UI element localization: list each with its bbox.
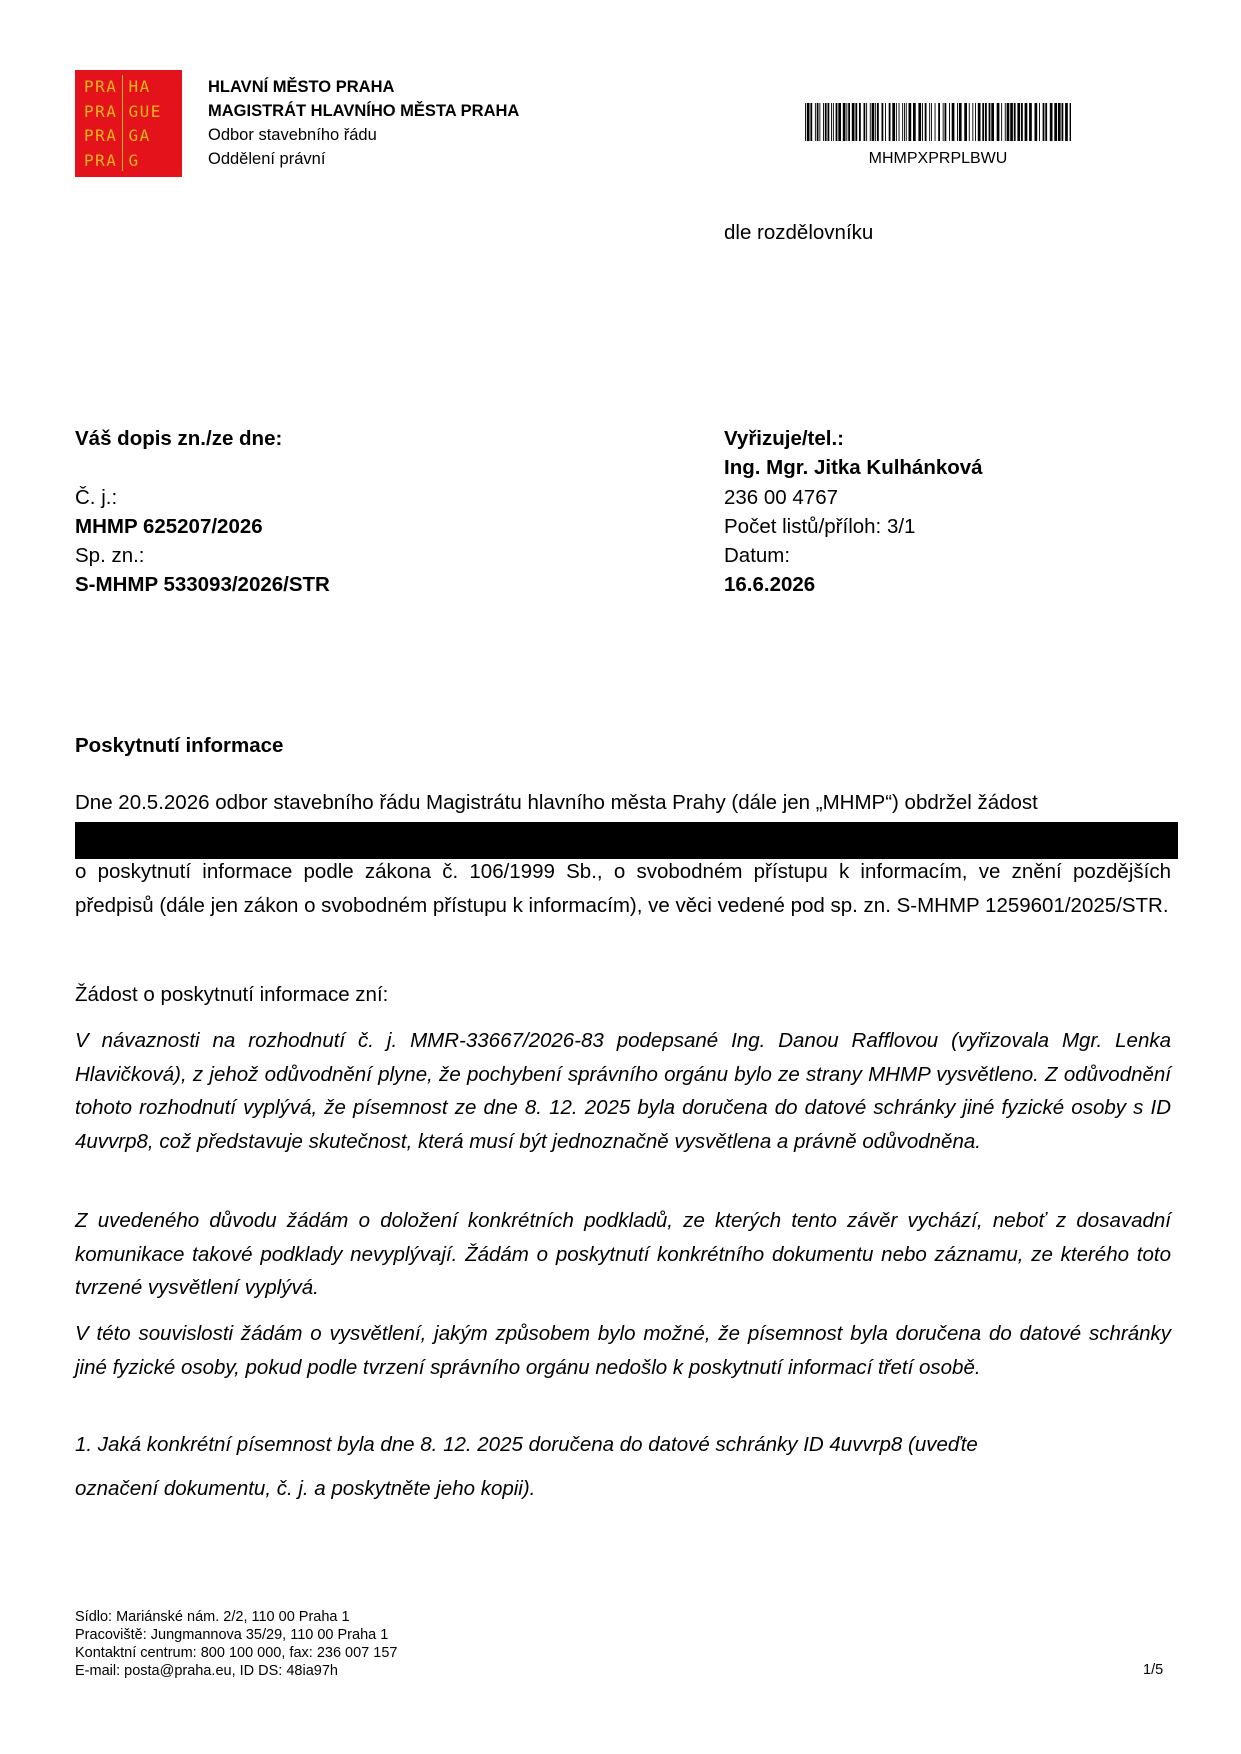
barcode-bar	[846, 103, 847, 141]
question-1-line-1: 1. Jaká konkrétní písemnost byla dne 8. 12. 2025 doručena do datové schránky ID 4uvvrp8 (uveďte	[75, 1433, 978, 1456]
barcode-bar	[855, 103, 857, 141]
intro-line: Dne 20.5.2026 odbor stavebního řádu Magistrátu hlavního města Prahy (dále jen „MHMP“) obdržel žádost	[75, 791, 1038, 814]
barcode-bar	[964, 103, 967, 141]
praha-logo	[75, 70, 182, 177]
barcode-bar	[864, 103, 866, 141]
barcode-bar	[836, 103, 838, 141]
barcode-bar	[1025, 103, 1028, 141]
barcode-bar	[957, 103, 958, 141]
barcode-bar	[1017, 103, 1020, 141]
request-paragraph-3: V této souvislosti žádám o vysvětlení, jakým způsobem bylo možné, že písemnost byla doručena do datové schránky jiné fyzické osoby, pokud podle tvrzení správního orgánu nedošlo k poskytnutí informací třetí osobě.	[75, 1322, 1171, 1379]
reference-number: MHMP 625207/2026	[75, 515, 263, 538]
page-number: 1/5	[1143, 1662, 1164, 1678]
barcode-bar	[959, 103, 962, 141]
file-number-label: Sp. zn.:	[75, 544, 145, 567]
barcode-bar	[899, 103, 900, 141]
header-section: Oddělení právní	[208, 150, 326, 168]
barcode-bar	[985, 103, 987, 141]
barcode-bar	[877, 103, 879, 141]
barcode-bar	[978, 103, 981, 141]
reference-number-label: Č. j.:	[75, 486, 118, 509]
barcode-bar	[913, 103, 916, 141]
footer-seat: Sídlo: Mariánské nám. 2/2, 110 00 Praha 1	[75, 1609, 350, 1625]
request-label: Žádost o poskytnutí informace zní:	[75, 983, 389, 1006]
sheets-count: Počet listů/příloh: 3/1	[724, 515, 916, 538]
barcode-bar	[1035, 103, 1038, 141]
barcode-bar	[906, 103, 907, 141]
barcode-bar	[825, 103, 827, 141]
barcode-bar	[815, 103, 816, 141]
barcode-bar	[848, 103, 850, 141]
barcode-code: MHMPXPRPLBWU	[868, 150, 1008, 167]
letter-reference-label: Váš dopis zn./ze dne:	[75, 427, 283, 450]
barcode-bar	[1070, 103, 1071, 141]
recipient: dle rozdělovníku	[724, 221, 874, 244]
barcode-bar	[902, 103, 903, 141]
handler-phone: 236 00 4767	[724, 486, 839, 509]
barcode-bar	[1014, 103, 1016, 141]
barcode-bar	[1054, 103, 1057, 141]
barcode-bar	[991, 103, 994, 141]
handler-name: Ing. Mgr. Jitka Kulhánková	[724, 456, 983, 479]
logo-row: PRA HA	[84, 77, 151, 96]
barcode-bar	[843, 103, 846, 141]
barcode-bar	[872, 103, 875, 141]
barcode-bar	[807, 103, 810, 141]
barcode-bar	[1039, 103, 1040, 141]
barcode-bar	[904, 103, 905, 141]
barcode-bar	[817, 103, 819, 141]
header-magistrate: MAGISTRÁT HLAVNÍHO MĚSTA PRAHA	[208, 102, 520, 120]
subject-heading: Poskytnutí informace	[75, 734, 284, 757]
handler-label: Vyřizuje/tel.:	[724, 427, 844, 450]
barcode-bar	[922, 103, 923, 141]
barcode-bar	[1045, 103, 1047, 141]
barcode-bar	[938, 103, 940, 141]
barcode-bar	[931, 103, 932, 141]
footer-office: Pracoviště: Jungmannova 35/29, 110 00 Praha 1	[75, 1627, 389, 1643]
barcode-bar	[810, 103, 812, 141]
barcode-bar	[828, 103, 830, 141]
barcode-bar	[969, 103, 970, 141]
barcode-bar	[885, 103, 886, 141]
barcode-bar	[1043, 103, 1045, 141]
file-number: S-MHMP 533093/2026/STR	[75, 573, 330, 596]
barcode-bar	[952, 103, 955, 141]
barcode-bar	[889, 103, 891, 141]
barcode-bar	[925, 103, 927, 141]
barcode-bar	[1029, 103, 1032, 141]
date-label: Datum:	[724, 544, 791, 567]
barcode-bar	[918, 103, 921, 141]
question-1-line-2: označení dokumentu, č. j. a poskytněte jeho kopii).	[75, 1477, 536, 1500]
barcode-bar	[975, 103, 976, 141]
barcode-bar	[1005, 103, 1006, 141]
barcode-bar	[1001, 103, 1002, 141]
barcode-bar	[1058, 103, 1061, 141]
logo-row: PRA GUE	[84, 102, 162, 121]
footer-email: E-mail: posta@praha.eu, ID DS: 48ia97h	[75, 1663, 338, 1679]
barcode-bar	[805, 103, 806, 141]
barcode-bar	[819, 103, 820, 141]
header-city: HLAVNÍ MĚSTO PRAHA	[208, 78, 395, 96]
barcode-bar	[972, 103, 973, 141]
barcode-bar	[943, 103, 944, 141]
barcode-bar	[870, 103, 871, 141]
barcode	[805, 103, 1071, 141]
barcode-bar	[1010, 103, 1013, 141]
barcode-bar	[929, 103, 930, 141]
barcode-bar	[1050, 103, 1053, 141]
header-department: Odbor stavebního řádu	[208, 126, 377, 144]
redaction-bar	[75, 822, 1178, 859]
barcode-bar	[859, 103, 861, 141]
barcode-bar	[838, 103, 841, 141]
logo-row: PRA GA	[84, 126, 151, 145]
date-value: 16.6.2026	[724, 573, 816, 596]
barcode-bar	[1007, 103, 1010, 141]
barcode-bar	[831, 103, 832, 141]
barcode-bar	[909, 103, 912, 141]
logo-row: PRA G	[84, 151, 140, 170]
barcode-bar	[896, 103, 897, 141]
barcode-bar	[1065, 103, 1068, 141]
footer-contact: Kontaktní centrum: 800 100 000, fax: 236 007 157	[75, 1645, 398, 1661]
barcode-bar	[997, 103, 1000, 141]
request-paragraph-1: V návaznosti na rozhodnutí č. j. MMR-33667/2026-83 podepsané Ing. Danou Rafflovou (vyřizovala Mgr. Lenka Hlavičková), z jehož odůvodnění plyne, že pochybení správního orgánu bylo ze strany MHMP vysvětleno. Z odůvodnění tohoto rozhodnutí vyplývá, že písemnost ze dne 8. 12. 2025 byla doručena do datové schránky jiné fyzické osoby s ID 4uvvrp8, což představuje skutečnost, která musí být jednoznačně vysvětlena a právně odůvodněna.	[75, 1029, 1171, 1153]
barcode-bar	[1062, 103, 1064, 141]
barcode-bar	[935, 103, 936, 141]
barcode-bar	[833, 103, 834, 141]
barcode-bar	[1021, 103, 1023, 141]
barcode-bar	[982, 103, 984, 141]
request-paragraph-2: Z uvedeného důvodu žádám o doložení konkrétních podkladů, ze kterých tento závěr vychází, neboť z dosavadní komunikace takové podklady nevyplývají. Žádám o poskytnutí konkrétního dokumentu nebo záznamu, ze kterého toto tvrzené vysvětlení vyplývá.	[75, 1209, 1171, 1299]
intro-paragraph: o poskytnutí informace podle zákona č. 106/1999 Sb., o svobodném přístupu k informacím, ve znění pozdějších předpisů (dále jen zákon o svobodném přístupu k informacím), ve věci vedené pod sp. zn. S-MHMP 1259601/2025/STR.	[75, 860, 1171, 917]
barcode-bar	[945, 103, 947, 141]
barcode-bar	[949, 103, 950, 141]
barcode-bar	[892, 103, 895, 141]
barcode-bar	[989, 103, 991, 141]
barcode-bar	[866, 103, 867, 141]
barcode-bar	[875, 103, 876, 141]
barcode-bar	[852, 103, 855, 141]
barcode-bar	[823, 103, 824, 141]
barcode-bar	[882, 103, 884, 141]
